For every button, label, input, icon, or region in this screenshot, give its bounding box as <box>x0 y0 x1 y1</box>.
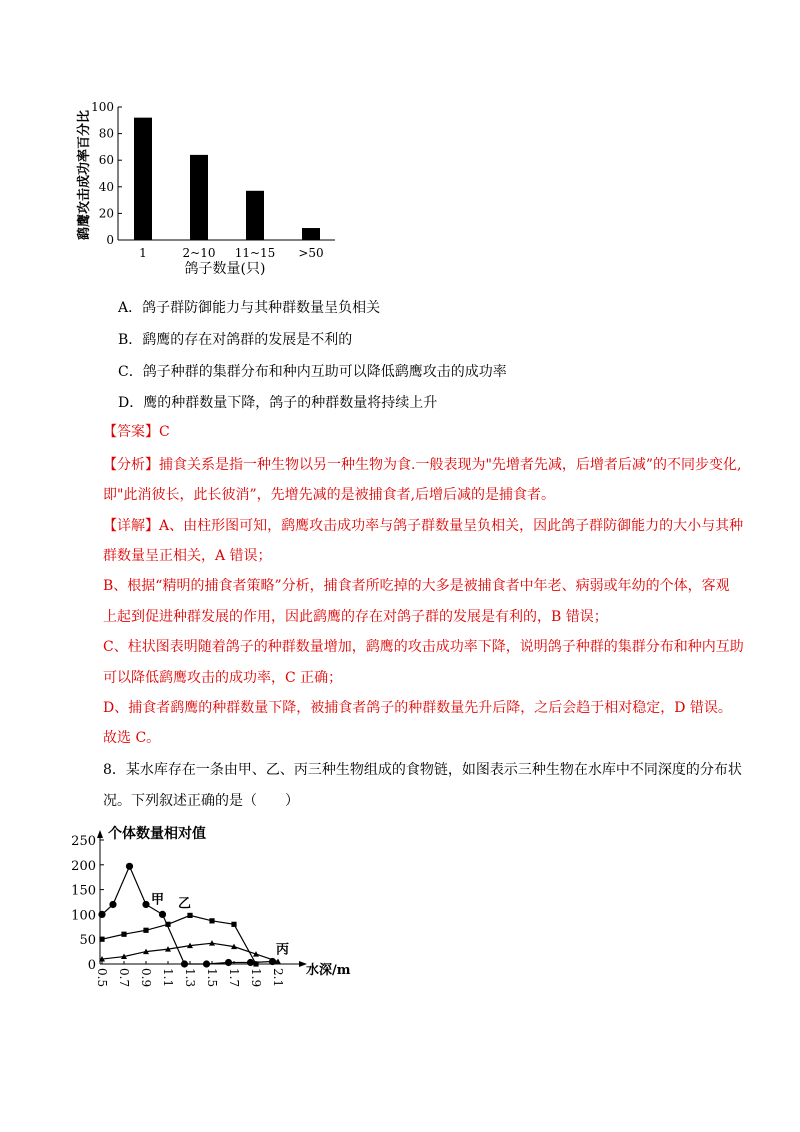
bar <box>302 228 320 240</box>
bar <box>190 155 208 240</box>
series-name-label: 甲 <box>151 892 165 908</box>
line-x-tick-label: 0.9 <box>139 968 153 988</box>
bar-chart <box>70 95 360 285</box>
bar-y-tick-label: 40 <box>98 179 114 194</box>
analysis-line-1: 【分析】捕食关系是指一种生物以另一种生物为食.一般表现为"先增者先减，后增者后减”的不同步变化, <box>103 457 742 473</box>
line-y-tick-label: 0 <box>87 958 96 973</box>
line-x-tick-label: 2.1 <box>271 968 285 988</box>
line-chart-xlabel: 水深/m <box>306 963 351 978</box>
detail-line-3: B、根据“精明的捕食者策略”分析，捕食者所吃掉的大多是被捕食者中年老、病弱或年幼的个体，客观 <box>103 578 730 594</box>
option-c[interactable]: C．鸽子种群的集群分布和种内互助可以降低鹞鹰攻击的成功率 <box>118 364 507 380</box>
analysis-line-2: 即"此消彼长，此长彼消”，先增先减的是被捕食者,后增后减的是捕食者。 <box>103 487 556 503</box>
series-name-label: 乙 <box>178 896 192 912</box>
bar-y-tick-label: 80 <box>98 126 114 141</box>
question8-line-2: 况。下列叙述正确的是（ ） <box>103 793 299 809</box>
point-circle <box>225 959 232 966</box>
answer-line: 【答案】C <box>103 424 170 440</box>
bar-y-tick-label: 100 <box>91 100 114 114</box>
point-square <box>209 918 214 923</box>
bar-y-tick-label: 20 <box>98 206 114 221</box>
point-square <box>121 932 126 937</box>
point-circle <box>159 911 166 918</box>
point-square <box>187 913 192 918</box>
line-y-tick-label: 200 <box>71 858 96 874</box>
point-square <box>165 922 170 927</box>
line-x-tick-label: 1.1 <box>161 968 175 988</box>
bar-x-tick-label: >50 <box>298 246 324 260</box>
point-square <box>143 928 148 933</box>
line-x-tick-label: 1.7 <box>227 968 241 988</box>
bar <box>134 118 152 240</box>
point-circle <box>181 960 188 967</box>
point-circle <box>109 901 116 908</box>
line-y-tick-label: 250 <box>71 834 96 849</box>
option-d[interactable]: D．鹰的种群数量下降，鸽子的种群数量将持续上升 <box>118 395 438 411</box>
line-x-tick-label: 0.7 <box>117 968 131 988</box>
line-chart <box>60 822 380 1002</box>
line-y-tick-label: 50 <box>79 933 96 949</box>
bar-y-tick-label: 60 <box>98 153 114 168</box>
option-a[interactable]: A．鸽子群防御能力与其种群数量呈负相关 <box>118 300 381 316</box>
line-x-tick-label: 1.3 <box>183 968 197 988</box>
detail-line-4: 上起到促进种群发展的作用，因此鹞鹰的存在对鸽子群的发展是有利的，B 错误； <box>103 609 608 625</box>
bar-x-tick-label: 1 <box>139 246 147 260</box>
point-circle <box>203 960 210 967</box>
bar-x-tick-label: 2~10 <box>182 246 216 260</box>
detail-line-7: D、捕食者鹞鹰的种群数量下降，被捕食者鸽子的种群数量先升后降，之后会趋于相对稳定，D 错误。 <box>103 700 732 716</box>
line-y-tick-label: 100 <box>71 908 96 924</box>
series-name-label: 丙 <box>276 942 290 958</box>
detail-line-2: 群数量呈正相关，A 错误； <box>103 548 272 564</box>
series-line <box>102 866 273 964</box>
bar-y-tick-label: 0 <box>106 233 114 247</box>
option-b[interactable]: B．鹞鹰的存在对鸽群的发展是不利的 <box>118 332 353 348</box>
line-y-axis-arrow <box>97 830 103 838</box>
line-x-tick-label: 1.9 <box>249 968 263 988</box>
line-y-tick-label: 150 <box>71 883 96 899</box>
point-square <box>231 922 236 927</box>
line-x-tick-label: 0.5 <box>95 968 109 988</box>
detail-line-5: C、柱状图表明随着鸽子的种群数量增加，鹞鹰的攻击成功率下降，说明鸽子种群的集群分布和种内互助 <box>103 639 744 655</box>
bar <box>246 191 264 240</box>
line-x-tick-label: 1.5 <box>205 968 219 988</box>
detail-line-1: 【详解】A、由柱形图可知，鹞鹰攻击成功率与鸽子群数量呈负相关，因此鸽子群防御能力的大小与其种 <box>103 518 744 534</box>
point-circle <box>126 863 133 870</box>
point-circle <box>142 901 149 908</box>
detail-line-8: 故选 C。 <box>103 730 161 746</box>
question8-line-1: 8．某水库存在一条由甲、乙、丙三种生物组成的食物链，如图表示三种生物在水库中不同深度的分布状 <box>103 762 742 778</box>
line-chart-ylabel: 个体数量相对值 <box>108 826 206 842</box>
bar-chart-ylabel: 鹞鹰攻击成功率百分比 <box>77 109 92 241</box>
detail-line-6: 可以降低鹞鹰攻击的成功率，C 正确； <box>103 670 343 686</box>
bar-chart-xlabel: 鸽子数量(只) <box>184 261 266 277</box>
bar-x-tick-label: 11~15 <box>234 246 276 260</box>
point-circle <box>247 959 254 966</box>
